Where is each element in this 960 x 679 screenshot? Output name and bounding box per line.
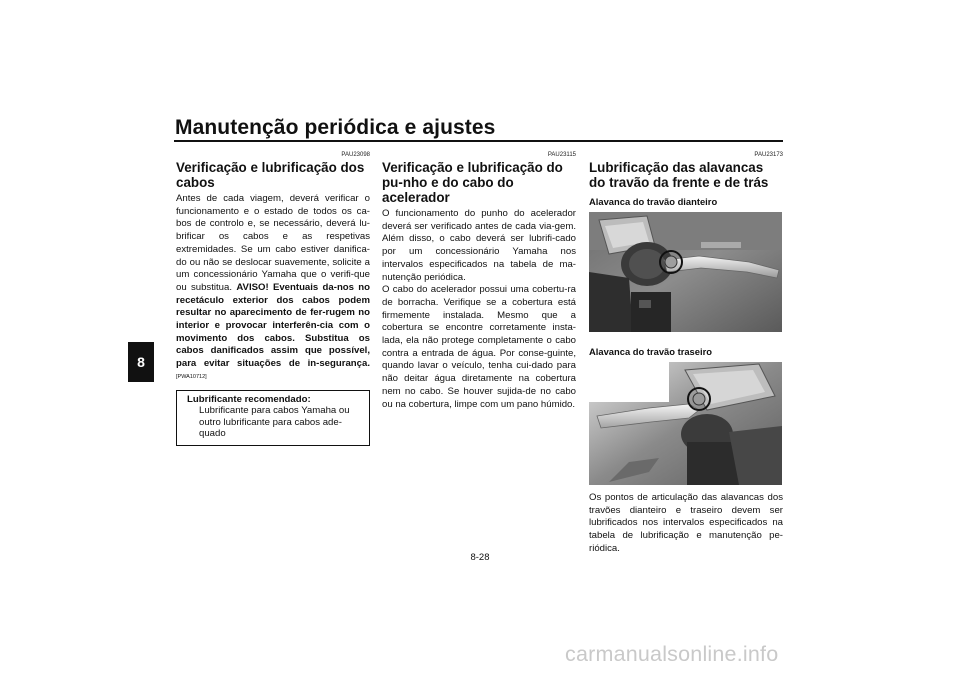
section-heading: Verificação e lubrificação dos cabos <box>176 160 365 190</box>
warning-code: [PWA10712] <box>176 373 207 380</box>
page-number: 8-28 <box>470 552 490 563</box>
body-text: Antes de cada viagem, deverá verificar o funcionamento e o estado de todos os ca-bos de controlo e, se necessário, deverá lu-brificar os cabos e as respetivas extremidades. Se um cabo estiver danifica-do ou não se deslocar suavemente, solicite a um concessionário Yamaha que o verifi-que ou substitua. <box>176 193 370 293</box>
title-rule <box>174 140 783 142</box>
section-heading: Verificação e lubrificação do pu-nho e do cabo do acelerador <box>382 160 563 205</box>
rear-brake-subheading: Alavanca do travão traseiro <box>589 346 712 357</box>
column-throttle <box>382 151 576 411</box>
chapter-tab: 8 <box>128 342 154 382</box>
lubricant-title: Lubrificante recomendado: <box>187 393 311 405</box>
lubricant-text: Lubrificante para cabos Yamaha ou outro lubrificante para cabos ade-quado <box>199 405 350 440</box>
section-body-1: O funcionamento do punho do acelerador deverá ser verificado antes de cada via-gem. Além disso, o cabo deverá ser lubrifi-cado por um concessionário Yamaha nos intervalos especificados na tabela de ma-nutenção periódica. <box>382 208 576 283</box>
section-code: PAU23098 <box>341 152 370 158</box>
section-body <box>176 193 370 384</box>
section-heading: Lubrificação das alavancas do travão da frente e de trás <box>589 160 769 190</box>
section-body: Os pontos de articulação das alavancas dos travões dianteiro e traseiro devem ser lubrificados nos intervalos especificados na tabela de lubrificação e manutenção pe-riódica. <box>589 492 783 554</box>
warning-text: AVISO! Eventuais da-nos no recetáculo exterior dos cabos podem resultar no aparecimento de fer-rugem no interior e provocar interferên-cia com o movimento dos cabos. Substitua os cabos danificados assim que possível, para evitar situações de in-segurança. <box>176 281 371 370</box>
section-body-2: O cabo do acelerador possui uma cobertu-ra de borracha. Verifique se a cobertura está firmemente instalada. Mesmo que a cobertura se encontre corretamente insta-lada, ela não protege completamente o cabo contra a entrada de água. Por conse-guinte, quando lavar o veículo, tenha cui-dado para não deitar água diretamente na cobertura nem no cabo. Se houver sujida-de no cabo ou na cobertura, limpe com um pano húmido. <box>382 284 576 410</box>
page-title: Manutenção periódica e ajustes <box>175 116 496 139</box>
column-cables <box>176 151 370 446</box>
section-code: PAU23115 <box>547 152 576 158</box>
front-brake-subheading: Alavanca do travão dianteiro <box>589 196 718 207</box>
lubricant-box <box>176 390 370 446</box>
column-brake-levers <box>589 151 783 556</box>
watermark: carmanualsonline.info <box>565 642 779 666</box>
front-brake-lever-photo <box>589 212 782 332</box>
rear-brake-lever-photo <box>589 362 782 485</box>
section-code: PAU23173 <box>754 152 783 158</box>
